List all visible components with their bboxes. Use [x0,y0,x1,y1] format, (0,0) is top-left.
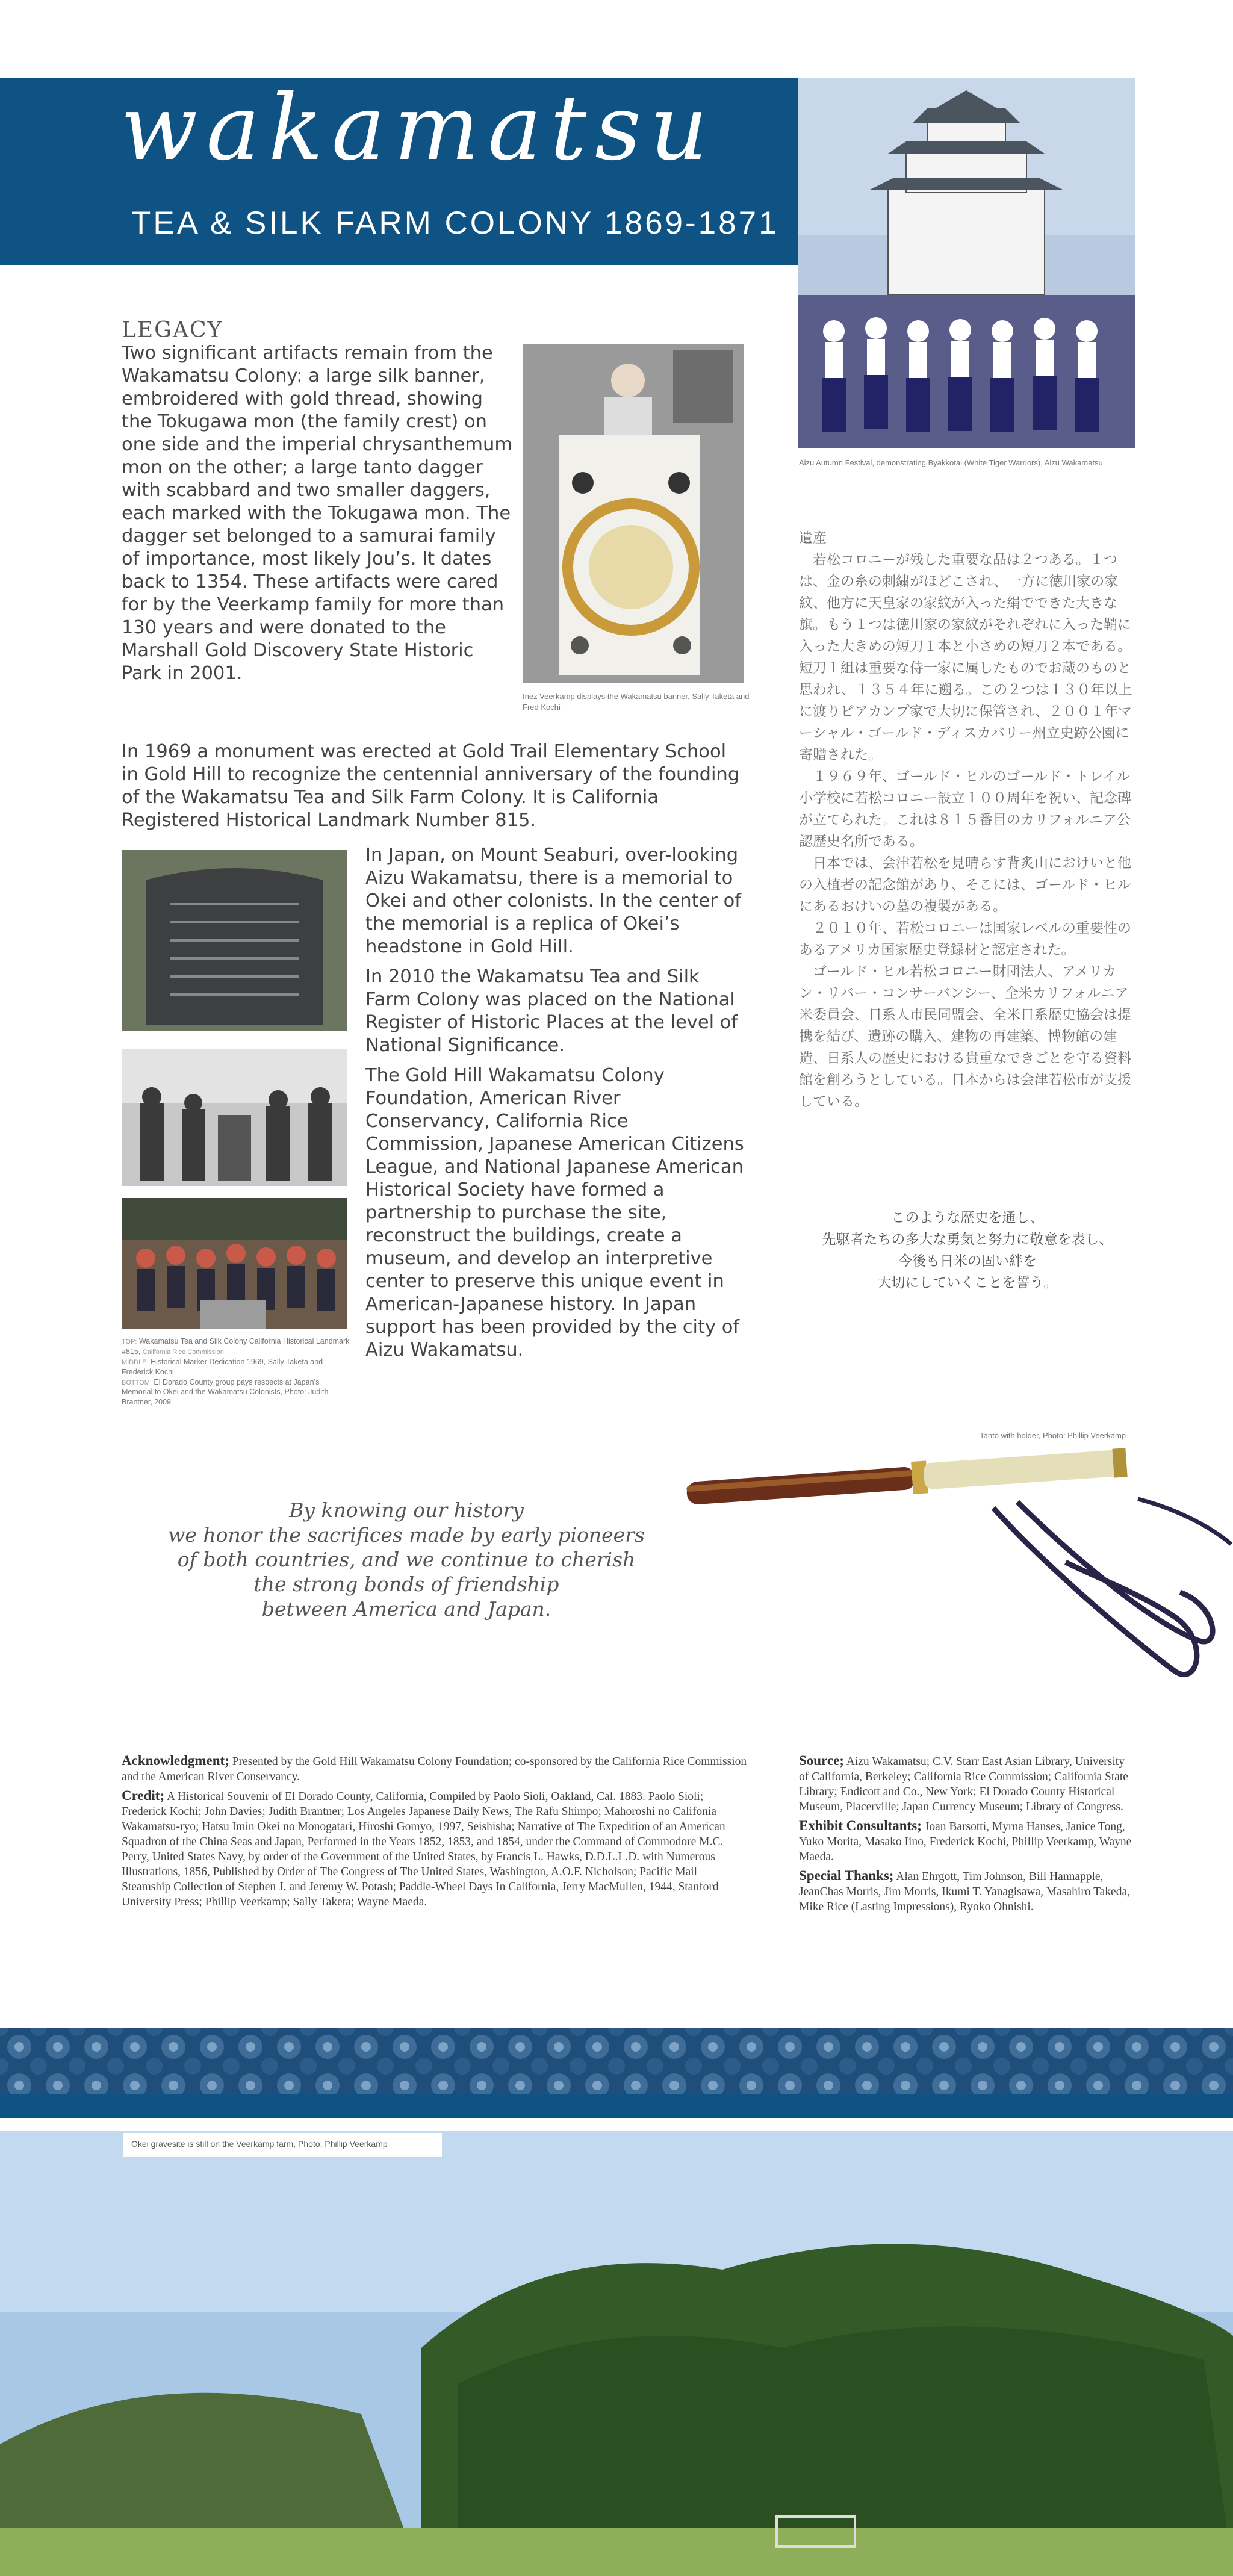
special-thanks-text: Alan Ehrgott, Tim Johnson, Bill Hannapple, JeanChas Morris, Jim Morris, Ikumi T. Yanagisawa, Masahiro Takeda, Mike Rice (Lasting Impressions), Ryoko Ohnishi. [799,1870,1130,1913]
caption-text-top: Wakamatsu Tea and Silk Colony California Historical Landmark #815, [122,1337,350,1356]
caption-text-middle: Historical Marker Dedication 1969, Sally Taketa and Frederick Kochi [122,1357,323,1376]
landmark-plaque-photo [122,850,347,1031]
japanese-text-4: ２０１０年、若松コロニーは国家レベルの重要性のあるアメリカ国家歴史登録材と認定された。 [799,920,1131,958]
acknowledgment-label: Acknowledgment; [122,1753,229,1768]
castle-photo-caption: Aizu Autumn Festival, demonstrating Byakkotai (White Tiger Warriors), Aizu Wakamatsu [799,458,1103,467]
legacy-text-3: In Japan, on Mount Seaburi, over-looking Aizu Wakamatsu, there is a memorial to Okei and other colonists. In the center of the memorial is a replica of Okei’s headstone in Gold Hill. [365,845,742,957]
banner-photo-caption: Inez Veerkamp displays the Wakamatsu banner, Sally Taketa and Fred Kochi [523,692,750,712]
caption-extra-top: California Rice Commission [142,1348,224,1356]
castle-festival-photo [798,78,1135,448]
japanese-heading: 遺産 [799,530,827,546]
exhibit-consultants-label: Exhibit Consultants; [799,1818,922,1833]
legacy-paragraph-2 [122,740,748,839]
japanese-text-3: 日本では、会津若松を見晴らす背炙山におけいと他の入植者の記念館があり、そこには、ゴールド・ヒルにあるおけいの墓の複製がある。 [799,855,1131,914]
special-thanks-label: Special Thanks; [799,1868,894,1883]
special-thanks-block [799,1868,1136,1914]
caption-label-top: TOP: [122,1338,137,1345]
japanese-text-2: １９６９年、ゴールド・ヒルのゴールド・トレイル小学校に若松コロニー設立１００周年を祝い、記念碑が立てられた。これは８１５番目のカリフォルニア公認歴史名所である。 [799,769,1131,849]
page-subtitle: TEA & SILK FARM COLONY 1869-1871 [131,205,779,241]
exhibit-consultants-block [799,1818,1136,1864]
credit-label: Credit; [122,1788,165,1803]
legacy-heading: LEGACY [122,318,223,343]
tanto-dagger-photo [680,1442,1233,1695]
legacy-paragraph-1 [122,342,513,692]
japan-memorial-group-photo [122,1198,347,1329]
credits-left [122,1753,748,1913]
source-text: Aizu Wakamatsu; C.V. Starr East Asian Library, University of California, Berkeley; California Rice Commission; California State Library; Endicott and Co., New York; El Dorado County Historical Museum, Placerville; Japan Currency Museum; Library of Congress. [799,1755,1128,1813]
legacy-text-2: In 1969 a monument was erected at Gold Trail Elementary School in Gold Hill to recognize the centennial anniversary of the founding of the Wakamatsu Tea and Silk Farm Colony. It is California Registered Historical Landmark Number 815. [122,741,740,831]
legacy-text-5: The Gold Hill Wakamatsu Colony Foundation, American River Conservancy, California Rice Commission, Japanese American Citizens League, and National Japanese American Historical Society have formed a partnership to purchase the site, reconstruct the buildings, create a museum, and develop an interpretive center to preserve this unique event in American-Japanese history. In Japan support has been provided by the city of Aizu Wakamatsu. [365,1065,744,1361]
legacy-text-4: In 2010 the Wakamatsu Tea and Silk Farm Colony was placed on the National Register of Historic Places at the level of National Significance. [365,966,738,1056]
source-label: Source; [799,1753,844,1768]
credit-block [122,1788,748,1910]
credit-text: A Historical Souvenir of El Dorado County, California, Compiled by Paolo Sioli, Oakland, Cal. 1883. Paolo Sioli; Frederick Kochi; John Davies; Judith Brantner; Los Angeles Japanese Daily News, The Rafu Shimpo; Mahoroshi no Califonia Wakamatsu-ryo; Hatsu Imin Okei no Monogatari, Hiroshi Gomyo, 1997, Seishisha; Narrative of The Expedition of an American Squadron of the China Seas and Japan, Performed in the Years 1852, 1853, and 1854, under the Command of Commodore M.C. Perry, United States Navy, by order of the Government of the United States, by Francis L. Hawks, D.D.L.L.D. with Numerous Illustrations, 1856, Published by Order of The Congress of The United States, Washington, A.O.F. Nicholson; Pacific Mail Steamship Collection of Stephen J. and Jeremy W. Potash; Paddle-Wheel Days In California, Jerry MacMullen, 1944, Stanford University Press; Phillip Veerkamp; Sally Taketa; Wayne Maeda. [122,1790,725,1908]
page-title: wakamatsu [120,76,716,181]
source-block [799,1753,1136,1814]
left-photos-caption [122,1336,350,1407]
gravesite-photo-caption: Okei gravesite is still on the Veerkamp farm, Photo: Phillip Veerkamp [123,2133,442,2157]
gravesite-landscape-photo [0,2131,1233,2576]
banner-photo [523,344,744,683]
decorative-pattern-band [0,2028,1233,2118]
tanto-photo-caption: Tanto with holder, Photo: Phillip Veerkamp [980,1431,1126,1440]
caption-label-bottom: BOTTOM: [122,1379,152,1386]
japanese-legacy-text [799,527,1136,1113]
japanese-text-1: 若松コロニーが残した重要な品は２つある。１つは、金の糸の刺繍がほどこされ、一方に徳川家の家紋、他方に天皇家の家紋が入った絹でできた大きな旗。もう１つは徳川家の家紋がそれぞれに入った鞘に入った大きめの短刀１本と小さめの短刀２本である。短刀１組は重要な侍一家に属したものでお蔵のものと思われ、１３５４年に遡る。この２つは１３０年以上に渡りビアカンプ家で大切に保管され、２００１年マーシャル・ゴールド・ディスカバリー州立史跡公園に寄贈された。 [799,552,1132,763]
marker-dedication-photo [122,1049,347,1186]
closing-quote: By knowing our history we honor the sacrifices made by early pioneers of both countries, and we continue to cherish the strong bonds of friendship between America and Japan. [168,1498,645,1621]
legacy-text-1: Two significant artifacts remain from the Wakamatsu Colony: a large silk banner, embroidered with gold thread, showing the Tokugawa mon (the family crest) on one side and the imperial chrysanthemum mon on the other; a large tanto dagger with scabbard and two smaller daggers, each marked with the Tokugawa mon. The dagger set belonged to a samurai family of importance, most likely Jou’s. It dates back to 1354. These artifacts were cared for by the Veerkamp family for more than 130 years and were donated to the Marshall Gold Discovery State Historic Park in 2001. [122,343,513,684]
credits-right [799,1753,1136,1918]
exhibit-consultants-text: Joan Barsotti, Myrna Hanses, Janice Tong, Yuko Morita, Masako Iino, Frederick Kochi, Phillip Veerkamp, Wayne Maeda. [799,1820,1132,1863]
japanese-text-5: ゴールド・ヒル若松コロニー財団法人、アメリカン・リバー・コンサーバンシー、全米カリフォルニア米委員会、日系人市民同盟会、全米日系歴史協会は提携を結び、遺跡の購入、建物の再建築、博物館の建造、日系人の歴史における貴重なできごとを守る資料館を創ろうとしている。日本からは会津若松市が支援している。 [799,964,1131,1110]
caption-text-bottom: El Dorado County group pays respects at Japan’s Memorial to Okei and the Wakamatsu Colonists, Photo: Judith Brantner, 2009 [122,1377,329,1407]
acknowledgment-text: Presented by the Gold Hill Wakamatsu Colony Foundation; co-sponsored by the California Rice Commission and the American River Conservancy. [122,1755,747,1783]
acknowledgment-block [122,1753,748,1784]
legacy-paragraphs-right [365,844,745,1369]
japanese-closing-statement: このような歴史を通し、 先駆者たちの多大な勇気と努力に敬意を表し、 今後も日米の固い絆を 大切にしていくことを誓う。 [822,1210,1113,1291]
caption-label-middle: MIDDLE: [122,1358,149,1366]
